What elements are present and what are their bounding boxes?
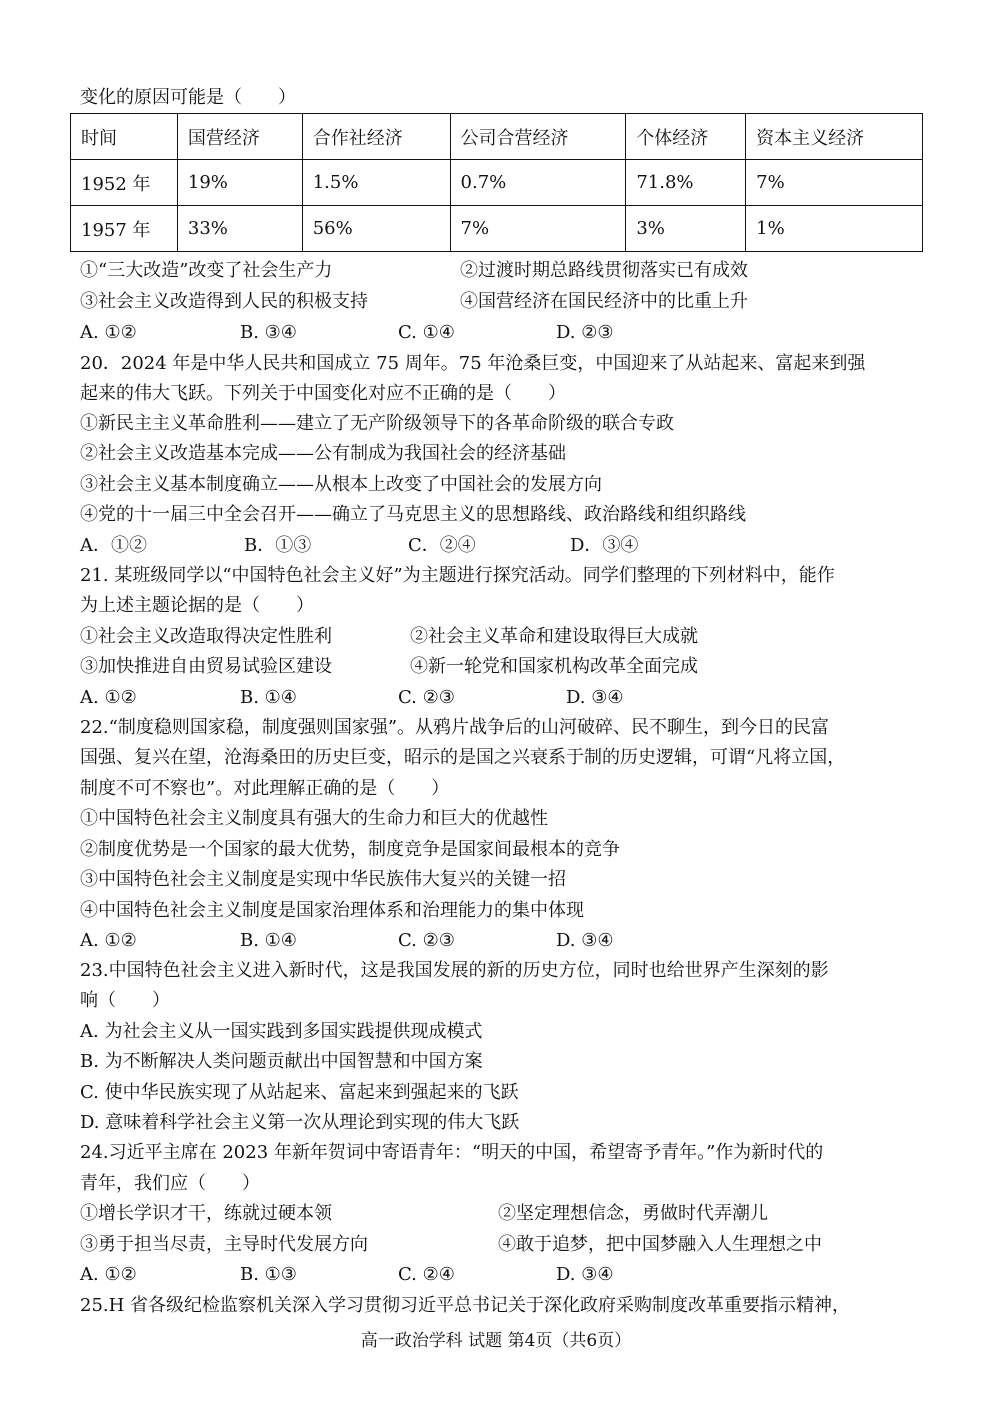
q23-option-a[interactable]: A. 为社会主义从一国实践到多国实践提供现成模式 <box>80 1021 483 1042</box>
option-a[interactable]: A. ①② <box>80 1264 137 1285</box>
q21-stem-line-1: 21. 某班级同学以“中国特色社会主义好”为主题进行探究活动。同学们整理的下列材料中，能作 <box>80 565 835 586</box>
q24-statement-1: ①增长学识才干，练就过硬本领 <box>80 1203 332 1224</box>
q21-statement-2: ②社会主义革命和建设取得巨大成就 <box>410 626 698 647</box>
option-b[interactable]: B. ①③ <box>240 1264 297 1285</box>
table-header-row <box>71 114 923 160</box>
table-cell: 1952 年 <box>71 160 178 206</box>
table-row <box>71 206 923 252</box>
option-d[interactable]: D. ③④ <box>556 930 614 951</box>
q22-stem-line-3: 制度不可不察也”。对此理解正确的是（ ） <box>80 778 450 799</box>
option-d[interactable]: D. ③④ <box>556 1264 614 1285</box>
table-cell: 1957 年 <box>71 206 178 252</box>
q22-statement-3: ③中国特色社会主义制度是实现中华民族伟大复兴的关键一招 <box>80 869 566 890</box>
table-header-cell: 时间 <box>71 114 178 160</box>
table-cell: 1.5% <box>302 160 450 206</box>
option-b[interactable]: B．①③ <box>244 535 312 556</box>
option-c[interactable]: C. ①④ <box>398 322 455 343</box>
table-cell: 71.8% <box>626 160 746 206</box>
table-cell: 56% <box>302 206 450 252</box>
q21-stem-line-2: 为上述主题论据的是（ ） <box>80 595 314 616</box>
q19-statement-2: ②过渡时期总路线贯彻落实已有成效 <box>460 260 748 281</box>
option-a[interactable]: A. ①② <box>80 930 137 951</box>
q22-stem-line-1: 22.“制度稳则国家稳，制度强则国家强”。从鸦片战争后的山河破碎、民不聊生，到今日的民富 <box>80 717 830 738</box>
q21-statement-1: ①社会主义改造取得决定性胜利 <box>80 626 332 647</box>
q25-stem-line-1: 25.H 省各级纪检监察机关深入学习贯彻习近平总书记关于深化政府采购制度改革重要指示精神， <box>80 1295 851 1316</box>
option-c[interactable]: C. ②③ <box>398 930 455 951</box>
table-cell: 0.7% <box>450 160 626 206</box>
table-cell: 7% <box>450 206 626 252</box>
option-a[interactable]: A．①② <box>80 535 147 556</box>
option-c[interactable]: C. ②④ <box>398 1264 455 1285</box>
q22-statement-4: ④中国特色社会主义制度是国家治理体系和治理能力的集中体现 <box>80 900 584 921</box>
option-a[interactable]: A. ①② <box>80 322 137 343</box>
q19-stem-tail: 变化的原因可能是（ ） <box>80 87 296 108</box>
table-header-cell: 合作社经济 <box>302 114 450 160</box>
q20-statement-1: ①新民主主义革命胜利——建立了无产阶级领导下的各革命阶级的联合专政 <box>80 413 674 434</box>
q22-statement-1: ①中国特色社会主义制度具有强大的生命力和巨大的优越性 <box>80 808 548 829</box>
q23-stem-line-2: 响（ ） <box>80 990 170 1011</box>
option-b[interactable]: B. ①④ <box>240 930 297 951</box>
page-footer: 高一政治学科 试题 第4页（共6页） <box>360 1331 632 1351</box>
q24-statement-3: ③勇于担当尽责，主导时代发展方向 <box>80 1234 368 1255</box>
q23-option-b[interactable]: B. 为不断解决人类问题贡献出中国智慧和中国方案 <box>80 1051 483 1072</box>
q24-statement-2: ②坚定理想信念，勇做时代弄潮儿 <box>498 1203 768 1224</box>
option-c[interactable]: C. ②③ <box>398 687 455 708</box>
q24-stem-line-2: 青年，我们应（ ） <box>80 1173 260 1194</box>
table-header-cell: 国营经济 <box>177 114 302 160</box>
table-header-cell: 资本主义经济 <box>746 114 923 160</box>
table-cell: 3% <box>626 206 746 252</box>
option-d[interactable]: D. ③④ <box>566 687 624 708</box>
q20-stem-line-1: 20．2024 年是中华人民共和国成立 75 周年。75 年沧桑巨变，中国迎来了从站起来、富起来到强 <box>80 353 866 374</box>
option-c[interactable]: C．②④ <box>408 535 476 556</box>
table-cell: 19% <box>177 160 302 206</box>
q20-statement-4: ④党的十一届三中全会召开——确立了马克思主义的思想路线、政治路线和组织路线 <box>80 504 746 525</box>
q19-statement-1: ①“三大改造”改变了社会生产力 <box>80 260 333 281</box>
q23-option-d[interactable]: D. 意味着科学社会主义第一次从理论到实现的伟大飞跃 <box>80 1112 520 1133</box>
q24-statement-4: ④敢于追梦，把中国梦融入人生理想之中 <box>498 1234 822 1255</box>
option-b[interactable]: B. ①④ <box>240 687 297 708</box>
q19-statement-3: ③社会主义改造得到人民的积极支持 <box>80 291 368 312</box>
q20-statement-3: ③社会主义基本制度确立——从根本上改变了中国社会的发展方向 <box>80 474 602 495</box>
table-header-cell: 公司合营经济 <box>450 114 626 160</box>
option-a[interactable]: A. ①② <box>80 687 137 708</box>
table-header-cell: 个体经济 <box>626 114 746 160</box>
option-b[interactable]: B. ③④ <box>240 322 297 343</box>
q23-option-c[interactable]: C. 使中华民族实现了从站起来、富起来到强起来的飞跃 <box>80 1082 519 1103</box>
q21-statement-3: ③加快推进自由贸易试验区建设 <box>80 656 332 677</box>
table-row <box>71 160 923 206</box>
q19-statement-4: ④国营经济在国民经济中的比重上升 <box>460 291 748 312</box>
q24-stem-line-1: 24.习近平主席在 2023 年新年贺词中寄语青年：“明天的中国，希望寄予青年。”作为新时代的 <box>80 1142 824 1163</box>
q22-statement-2: ②制度优势是一个国家的最大优势，制度竞争是国家间最根本的竞争 <box>80 839 620 860</box>
table-cell: 33% <box>177 206 302 252</box>
q22-stem-line-2: 国强、复兴在望，沧海桑田的历史巨变，昭示的是国之兴衰系于制的历史逻辑，可谓“凡将立国， <box>80 747 846 768</box>
table-cell: 7% <box>746 160 923 206</box>
economy-table <box>70 113 923 252</box>
q20-statement-2: ②社会主义改造基本完成——公有制成为我国社会的经济基础 <box>80 443 566 464</box>
q23-stem-line-1: 23.中国特色社会主义进入新时代，这是我国发展的新的历史方位，同时也给世界产生深刻的影 <box>80 960 829 981</box>
table-cell: 1% <box>746 206 923 252</box>
option-d[interactable]: D．③④ <box>570 535 639 556</box>
option-d[interactable]: D. ②③ <box>556 322 614 343</box>
q21-statement-4: ④新一轮党和国家机构改革全面完成 <box>410 656 698 677</box>
q20-stem-line-2: 起来的伟大飞跃。下列关于中国变化对应不正确的是（ ） <box>80 383 566 404</box>
